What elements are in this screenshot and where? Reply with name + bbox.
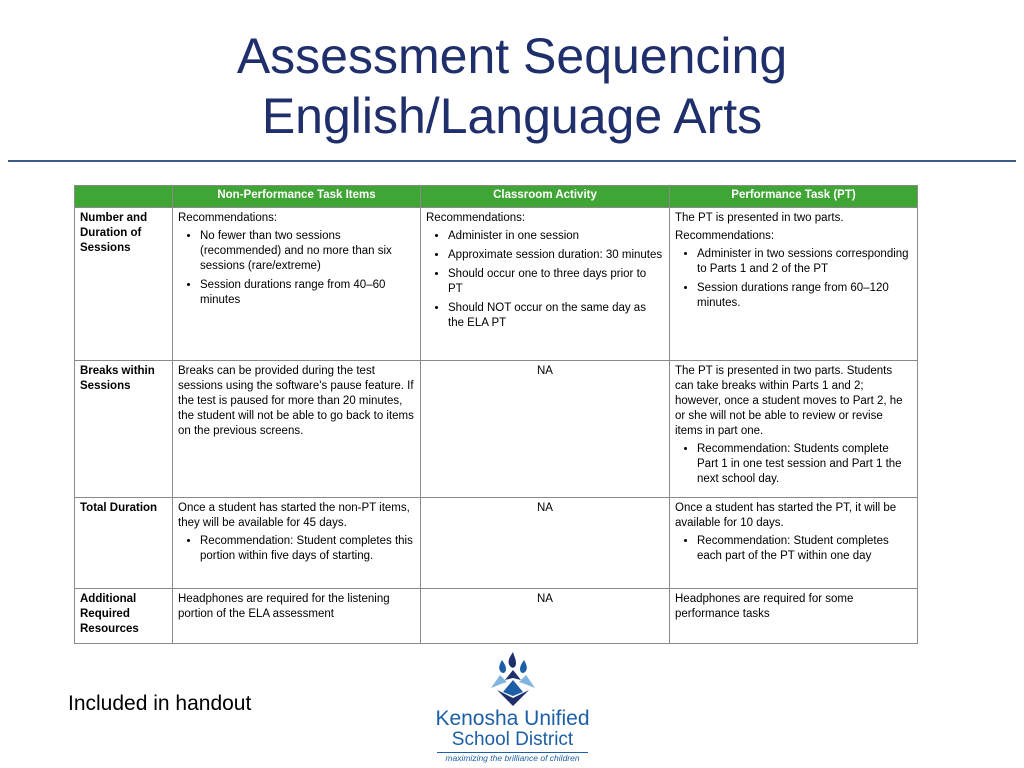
list-item: • No fewer than two sessions (recommended) and no more than six sessions (rare/extreme) [200, 229, 415, 274]
list-item: • Should NOT occur on the same day as the ELA PT [448, 301, 664, 331]
list-item: • Should occur one to three days prior to PT [448, 267, 664, 297]
slide-title-line1: Assessment Sequencing [236, 28, 788, 84]
cell-text: Once a student has started the PT, it will be available for 10 days. [675, 502, 897, 529]
list-item: • Recommendation: Students complete Part 1 in one test session and Part 1 the next school day. [697, 442, 912, 487]
table-cell: Headphones are required for the listening portion of the ELA assessment [173, 589, 421, 644]
table-cell-na: NA [421, 589, 670, 644]
flame-figures-icon [483, 650, 543, 708]
bullet-list [178, 534, 415, 564]
list-item: • Approximate session duration: 30 minutes [448, 248, 664, 263]
row-header: Additional Required Resources [75, 589, 173, 644]
list-item: • Recommendation: Student completes each part of the PT within one day [697, 534, 912, 564]
logo-tagline: maximizing the brilliance of children [437, 752, 588, 764]
table-cell [421, 208, 670, 361]
bullet-list [178, 229, 415, 308]
list-item: • Recommendation: Student completes this portion within five days of starting. [200, 534, 415, 564]
cell-text: The PT is presented in two parts. [675, 212, 844, 224]
row-header: Breaks within Sessions [75, 361, 173, 498]
list-item: • Session durations range from 60–120 minutes. [697, 281, 912, 311]
table-cell [670, 361, 918, 498]
table-row [75, 498, 918, 589]
table-row [75, 361, 918, 498]
logo-name-line2: School District [451, 729, 574, 750]
table-header-cell: Non-Performance Task Items [173, 186, 421, 208]
assessment-table-container [74, 185, 917, 644]
table-header-cell: Performance Task (PT) [670, 186, 918, 208]
list-item: • Administer in two sessions corresponding to Parts 1 and 2 of the PT [697, 247, 912, 277]
table-cell [173, 361, 421, 498]
cell-intro: Recommendations: [178, 212, 278, 224]
table-cell: Headphones are required for some performance tasks [670, 589, 918, 644]
cell-intro: Recommendations: [675, 230, 775, 242]
table-cell [173, 498, 421, 589]
slide-title [0, 26, 1024, 146]
slide-title-line2: English/Language Arts [261, 88, 763, 144]
assessment-table [74, 185, 918, 644]
table-header-cell: Classroom Activity [421, 186, 670, 208]
cell-text: The PT is presented in two parts. Students can take breaks within Parts 1 and 2; however, once a student moves to Part 2, he or she will not be able to review or revise items in part one. [675, 365, 903, 437]
cell-text: Breaks can be provided during the test sessions using the software's pause feature. If the test is paused for more than 20 minutes, the student will not be able to go back to items on the previous screens. [178, 365, 414, 437]
table-cell [670, 208, 918, 361]
logo-name-line1: Kenosha Unified [435, 707, 590, 730]
cell-intro: Recommendations: [426, 212, 526, 224]
bullet-list [675, 534, 912, 564]
table-cell [173, 208, 421, 361]
footnote: Included in handout [68, 692, 252, 715]
table-cell-na: NA [421, 498, 670, 589]
table-row [75, 589, 918, 644]
table-header-corner [75, 186, 173, 208]
table-cell [670, 498, 918, 589]
table-row [75, 208, 918, 361]
row-header: Total Duration [75, 498, 173, 589]
bullet-list [675, 442, 912, 487]
bullet-list [426, 229, 664, 331]
title-divider [8, 160, 1016, 162]
cell-text: Once a student has started the non-PT items, they will be available for 45 days. [178, 502, 410, 529]
list-item: • Session durations range from 40–60 minutes [200, 278, 415, 308]
table-header-row [75, 186, 918, 208]
row-header: Number and Duration of Sessions [75, 208, 173, 361]
table-cell-na: NA [421, 361, 670, 498]
bullet-list [675, 247, 912, 311]
list-item: • Administer in one session [448, 229, 664, 244]
district-logo [425, 650, 600, 762]
